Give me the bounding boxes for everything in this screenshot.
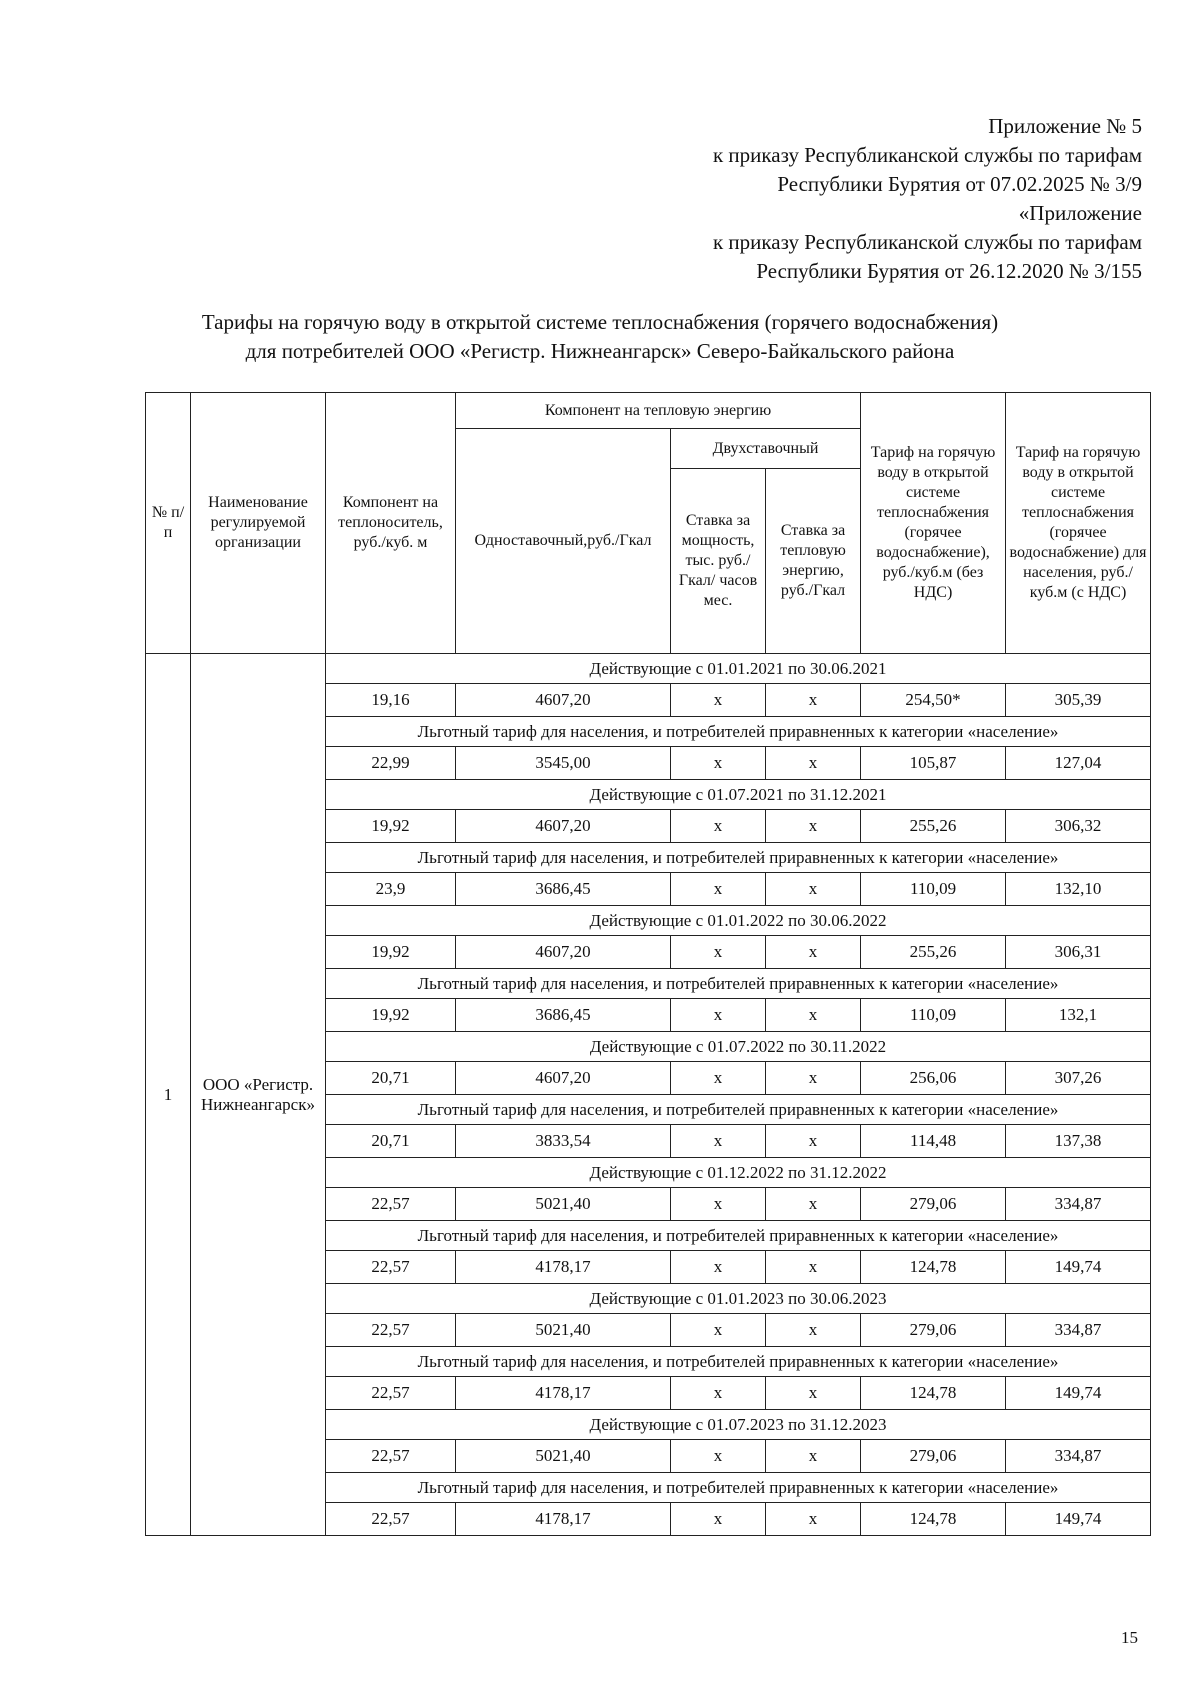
cell-value: x <box>766 1503 861 1536</box>
cell-value: x <box>671 999 766 1032</box>
cell-value: 279,06 <box>861 1314 1006 1347</box>
cell-value: 4178,17 <box>456 1251 671 1284</box>
cell-value: x <box>671 1503 766 1536</box>
preferential-label: Льготный тариф для населения, и потребителей приравненных к категории «население» <box>326 1473 1151 1503</box>
cell-value: 124,78 <box>861 1251 1006 1284</box>
cell-value: x <box>766 1440 861 1473</box>
cell-value: 279,06 <box>861 1440 1006 1473</box>
header-line: к приказу Республиканской службы по тарифам <box>712 230 1142 254</box>
period-label: Действующие с 01.01.2021 по 30.06.2021 <box>326 654 1151 684</box>
title-line-1: Тарифы на горячую воду в открытой системе теплоснабжения (горячего водоснабжения) <box>201 310 999 334</box>
cell-value: 4178,17 <box>456 1503 671 1536</box>
cell-value: x <box>766 1377 861 1410</box>
cell-value: 149,74 <box>1006 1251 1151 1284</box>
cell-value: x <box>671 1188 766 1221</box>
cell-value: 307,26 <box>1006 1062 1151 1095</box>
cell-value: 3833,54 <box>456 1125 671 1158</box>
cell-value: x <box>766 1251 861 1284</box>
cell-value: x <box>671 1314 766 1347</box>
header-single-rate: Одноставочный,руб./Гкал <box>456 429 671 654</box>
cell-value: x <box>671 1377 766 1410</box>
cell-value: 3686,45 <box>456 999 671 1032</box>
cell-value: 22,99 <box>326 747 456 780</box>
cell-value: 149,74 <box>1006 1503 1151 1536</box>
cell-value: x <box>766 747 861 780</box>
preferential-label: Льготный тариф для населения, и потребителей приравненных к категории «население» <box>326 1095 1151 1125</box>
cell-value: 4178,17 <box>456 1377 671 1410</box>
cell-value: 124,78 <box>861 1503 1006 1536</box>
header-tariff-no-vat: Тариф на горячую воду в открытой системе теплоснабжения (горячее водоснабжение), руб./куб.м (без НДС) <box>861 393 1006 654</box>
cell-value: 306,31 <box>1006 936 1151 969</box>
cell-value: 279,06 <box>861 1188 1006 1221</box>
cell-value: x <box>671 1251 766 1284</box>
header-org: Наименование регулируемой организации <box>191 393 326 654</box>
row-number: 1 <box>146 654 191 1536</box>
cell-value: 19,16 <box>326 684 456 717</box>
cell-value: x <box>766 810 861 843</box>
cell-value: x <box>766 1314 861 1347</box>
cell-value: 256,06 <box>861 1062 1006 1095</box>
preferential-label: Льготный тариф для населения, и потребителей приравненных к категории «население» <box>326 1347 1151 1377</box>
cell-value: x <box>766 873 861 906</box>
cell-value: 19,92 <box>326 810 456 843</box>
header-energy-group: Компонент на тепловую энергию <box>456 393 861 429</box>
period-row <box>146 654 1151 684</box>
cell-value: 4607,20 <box>456 810 671 843</box>
preferential-label: Льготный тариф для населения, и потребителей приравненных к категории «население» <box>326 843 1151 873</box>
document-title <box>0 308 1200 366</box>
header-line: Республики Бурятия от 07.02.2025 № 3/9 <box>777 172 1142 196</box>
cell-value: 3686,45 <box>456 873 671 906</box>
tariff-table <box>145 392 1151 1536</box>
cell-value: x <box>671 873 766 906</box>
cell-value: 334,87 <box>1006 1440 1151 1473</box>
cell-value: 20,71 <box>326 1062 456 1095</box>
table-body <box>146 654 1151 1536</box>
period-label: Действующие с 01.12.2022 по 31.12.2022 <box>326 1158 1151 1188</box>
organization-name: ООО «Регистр. Нижнеангарск» <box>191 654 326 1536</box>
cell-value: 23,9 <box>326 873 456 906</box>
cell-value: 19,92 <box>326 999 456 1032</box>
cell-value: 19,92 <box>326 936 456 969</box>
cell-value: x <box>671 1440 766 1473</box>
period-label: Действующие с 01.01.2022 по 30.06.2022 <box>326 906 1151 936</box>
cell-value: x <box>766 684 861 717</box>
cell-value: 4607,20 <box>456 684 671 717</box>
cell-value: 110,09 <box>861 873 1006 906</box>
cell-value: 255,26 <box>861 936 1006 969</box>
cell-value: 22,57 <box>326 1440 456 1473</box>
cell-value: 124,78 <box>861 1377 1006 1410</box>
cell-value: 5021,40 <box>456 1314 671 1347</box>
cell-value: x <box>766 1188 861 1221</box>
cell-value: x <box>671 1062 766 1095</box>
cell-value: x <box>671 747 766 780</box>
cell-value: 22,57 <box>326 1188 456 1221</box>
cell-value: 22,57 <box>326 1377 456 1410</box>
period-label: Действующие с 01.07.2021 по 31.12.2021 <box>326 780 1151 810</box>
period-label: Действующие с 01.07.2022 по 30.11.2022 <box>326 1032 1151 1062</box>
title-line-2: для потребителей ООО «Регистр. Нижнеангарск» Северо-Байкальского района <box>245 339 955 363</box>
cell-value: 334,87 <box>1006 1314 1151 1347</box>
preferential-label: Льготный тариф для населения, и потребителей приравненных к категории «население» <box>326 1221 1151 1251</box>
cell-value: 255,26 <box>861 810 1006 843</box>
header-tariff-population: Тариф на горячую воду в открытой системе теплоснабжения (горячее водоснабжение) для населения, руб./куб.м (с НДС) <box>1006 393 1151 654</box>
preferential-label: Льготный тариф для населения, и потребителей приравненных к категории «население» <box>326 969 1151 999</box>
header-line: «Приложение <box>1018 201 1142 225</box>
header-num: № п/п <box>146 393 191 654</box>
cell-value: x <box>766 999 861 1032</box>
cell-value: 105,87 <box>861 747 1006 780</box>
cell-value: 132,10 <box>1006 873 1151 906</box>
header-capacity-rate: Ставка за мощность, тыс. руб./Гкал/ часов мес. <box>671 469 766 654</box>
header-two-rate: Двухставочный <box>671 429 861 469</box>
cell-value: x <box>671 810 766 843</box>
cell-value: x <box>766 936 861 969</box>
cell-value: 4607,20 <box>456 936 671 969</box>
cell-value: 132,1 <box>1006 999 1151 1032</box>
period-label: Действующие с 01.01.2023 по 30.06.2023 <box>326 1284 1151 1314</box>
cell-value: 22,57 <box>326 1314 456 1347</box>
cell-value: 22,57 <box>326 1251 456 1284</box>
document-header <box>713 112 1142 286</box>
header-line: Республики Бурятия от 26.12.2020 № 3/155 <box>756 259 1142 283</box>
cell-value: 149,74 <box>1006 1377 1151 1410</box>
header-line: к приказу Республиканской службы по тарифам <box>712 143 1142 167</box>
cell-value: 114,48 <box>861 1125 1006 1158</box>
header-line: Приложение № 5 <box>988 114 1142 138</box>
cell-value: x <box>766 1125 861 1158</box>
cell-value: x <box>766 1062 861 1095</box>
cell-value: 5021,40 <box>456 1440 671 1473</box>
page-number: 15 <box>1121 1628 1138 1647</box>
cell-value: 4607,20 <box>456 1062 671 1095</box>
cell-value: 5021,40 <box>456 1188 671 1221</box>
cell-value: 137,38 <box>1006 1125 1151 1158</box>
header-heat-rate: Ставка за тепловую энергию, руб./Гкал <box>766 469 861 654</box>
table-header <box>146 393 1151 654</box>
cell-value: 22,57 <box>326 1503 456 1536</box>
cell-value: x <box>671 1125 766 1158</box>
cell-value: x <box>671 684 766 717</box>
cell-value: x <box>671 936 766 969</box>
cell-value: 334,87 <box>1006 1188 1151 1221</box>
header-carrier: Компонент на теплоноситель, руб./куб. м <box>326 393 456 654</box>
cell-value: 110,09 <box>861 999 1006 1032</box>
cell-value: 306,32 <box>1006 810 1151 843</box>
period-label: Действующие с 01.07.2023 по 31.12.2023 <box>326 1410 1151 1440</box>
preferential-label: Льготный тариф для населения, и потребителей приравненных к категории «население» <box>326 717 1151 747</box>
cell-value: 254,50* <box>861 684 1006 717</box>
cell-value: 305,39 <box>1006 684 1151 717</box>
cell-value: 127,04 <box>1006 747 1151 780</box>
cell-value: 3545,00 <box>456 747 671 780</box>
cell-value: 20,71 <box>326 1125 456 1158</box>
